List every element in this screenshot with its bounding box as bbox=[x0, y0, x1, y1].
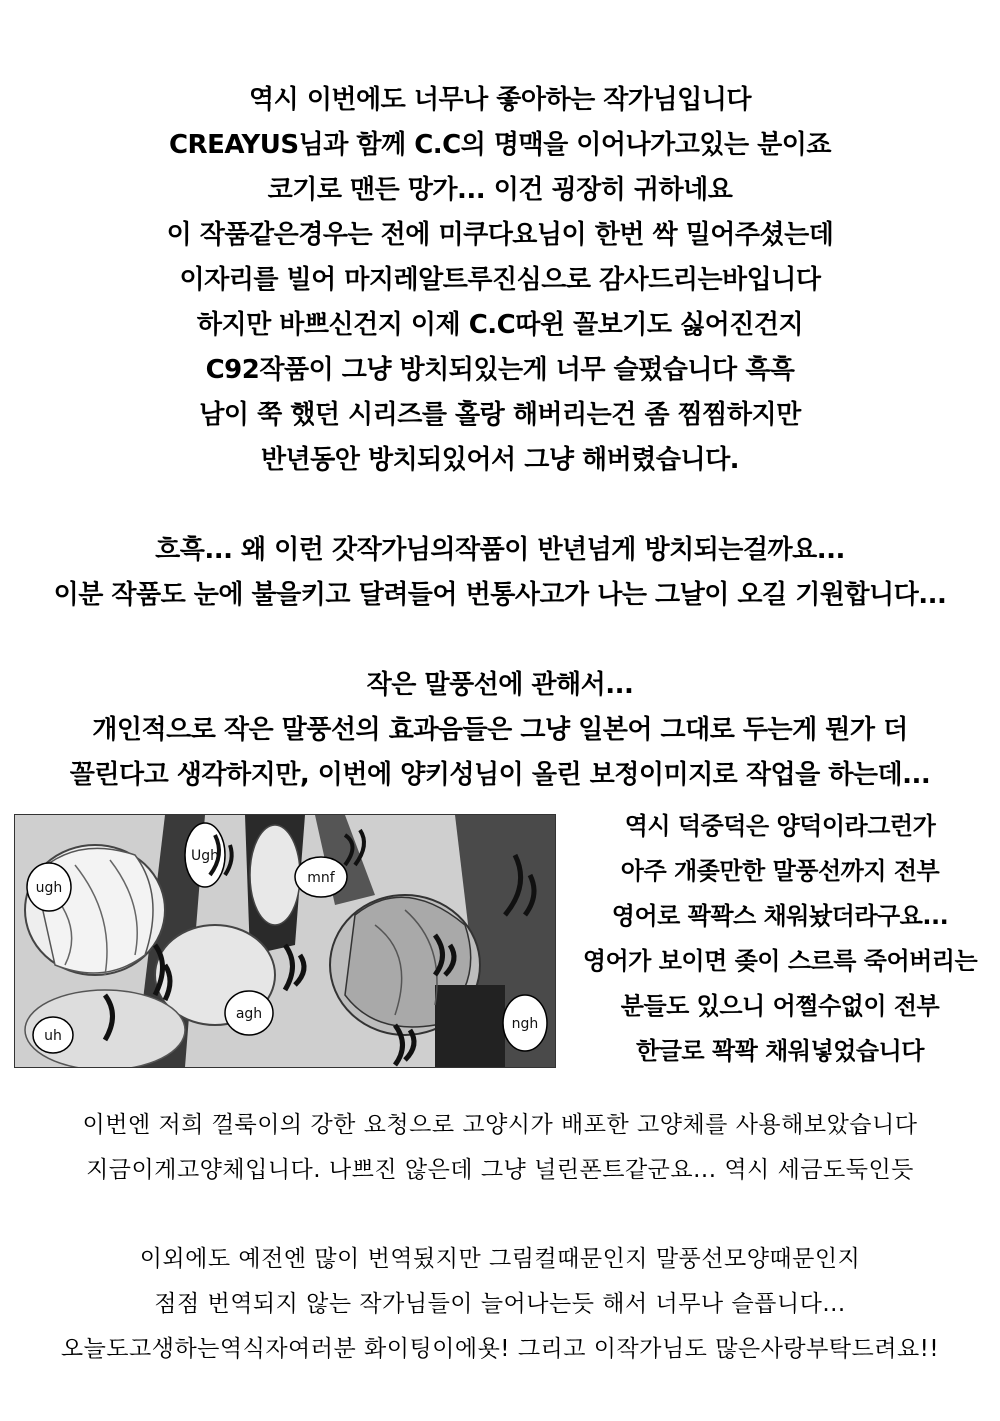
text-line: 한글로 꽉꽉 채워넣었습니다 bbox=[636, 1037, 924, 1065]
text-line: 이 작품같은경우는 전에 미쿠다요님이 한번 싹 밀어주셨는데 bbox=[166, 220, 834, 250]
text-line: 개인적으로 작은 말풍선의 효과음들은 그냥 일본어 그대로 두는게 뭔가 더 bbox=[92, 715, 908, 745]
sfx-label: ngh bbox=[511, 1016, 539, 1032]
sfx-label: agh bbox=[235, 1006, 263, 1022]
text-line: 이자리를 빌어 마지레알트루진심으로 감사드리는바입니다 bbox=[179, 265, 821, 295]
text-line: 반년동안 방치되있어서 그냥 해버렸습니다. bbox=[260, 445, 740, 475]
text-line: 이번엔 저희 껄룩이의 강한 요청으로 고양시가 배포한 고양체를 사용해보았습니다 bbox=[82, 1112, 918, 1138]
text-line: 영어가 보이면 좆이 스르륵 죽어버리는 bbox=[582, 947, 978, 975]
text-line: C92작품이 그냥 방치되있는게 너무 슬펐습니다 흑흑 bbox=[205, 355, 795, 385]
text-line: 코기로 맨든 망가... 이건 굉장히 귀하네요 bbox=[267, 175, 733, 205]
text-line: 분들도 있으니 어쩔수없이 전부 bbox=[620, 992, 940, 1020]
text-line: 작은 말풍선에 관해서... bbox=[366, 670, 634, 700]
sfx-label: ugh bbox=[35, 880, 63, 896]
text-line: 꼴린다고 생각하지만, 이번에 양키성님이 올린 보정이미지로 작업을 하는데... bbox=[69, 760, 931, 790]
sfx-label: Ugh bbox=[190, 848, 220, 864]
text-line: 영어로 꽉꽉스 채워놨더라구요... bbox=[611, 902, 949, 930]
sfx-label: mnf bbox=[307, 870, 335, 886]
text-line: 역시 이번에도 너무나 좋아하는 작가님입니다 bbox=[249, 85, 751, 115]
sfx-label: uh bbox=[44, 1028, 62, 1044]
text-line: 흐흑... 왜 이런 갓작가님의작품이 반년넘게 방치되는걸까요... bbox=[155, 535, 845, 565]
text-line: 하지만 바쁘신건지 이제 C.C따윈 꼴보기도 싫어진건지 bbox=[196, 310, 804, 340]
manga-panel-image bbox=[14, 814, 556, 1068]
text-line: 이외에도 예전엔 많이 번역됬지만 그림컬때문인지 말풍선모양때문인지 bbox=[139, 1246, 861, 1272]
text-line: 남이 쭉 했던 시리즈를 홀랑 해버리는건 좀 찜찜하지만 bbox=[199, 400, 801, 430]
text-line: 이분 작품도 눈에 불을키고 달려들어 번통사고가 나는 그날이 오길 기원합니다... bbox=[53, 580, 947, 610]
text-line: 역시 덕중덕은 양덕이라그런가 bbox=[624, 812, 936, 840]
text-line: 아주 개좆만한 말풍선까지 전부 bbox=[620, 857, 940, 885]
text-line: 점점 번역되지 않는 작가님들이 늘어나는듯 해서 너무나 슬픕니다... bbox=[154, 1291, 846, 1317]
text-line: CREAYUS님과 함께 C.C의 명맥을 이어나가고있는 분이죠 bbox=[168, 130, 832, 160]
text-line: 오늘도고생하는역식자여러분 화이팅이에욧! 그리고 이작가님도 많은사랑부탁드려요!! bbox=[60, 1336, 940, 1362]
text-line: 지금이게고양체입니다. 나쁘진 않은데 그냥 널린폰트같군요... 역시 세금도둑인듯 bbox=[86, 1157, 914, 1183]
